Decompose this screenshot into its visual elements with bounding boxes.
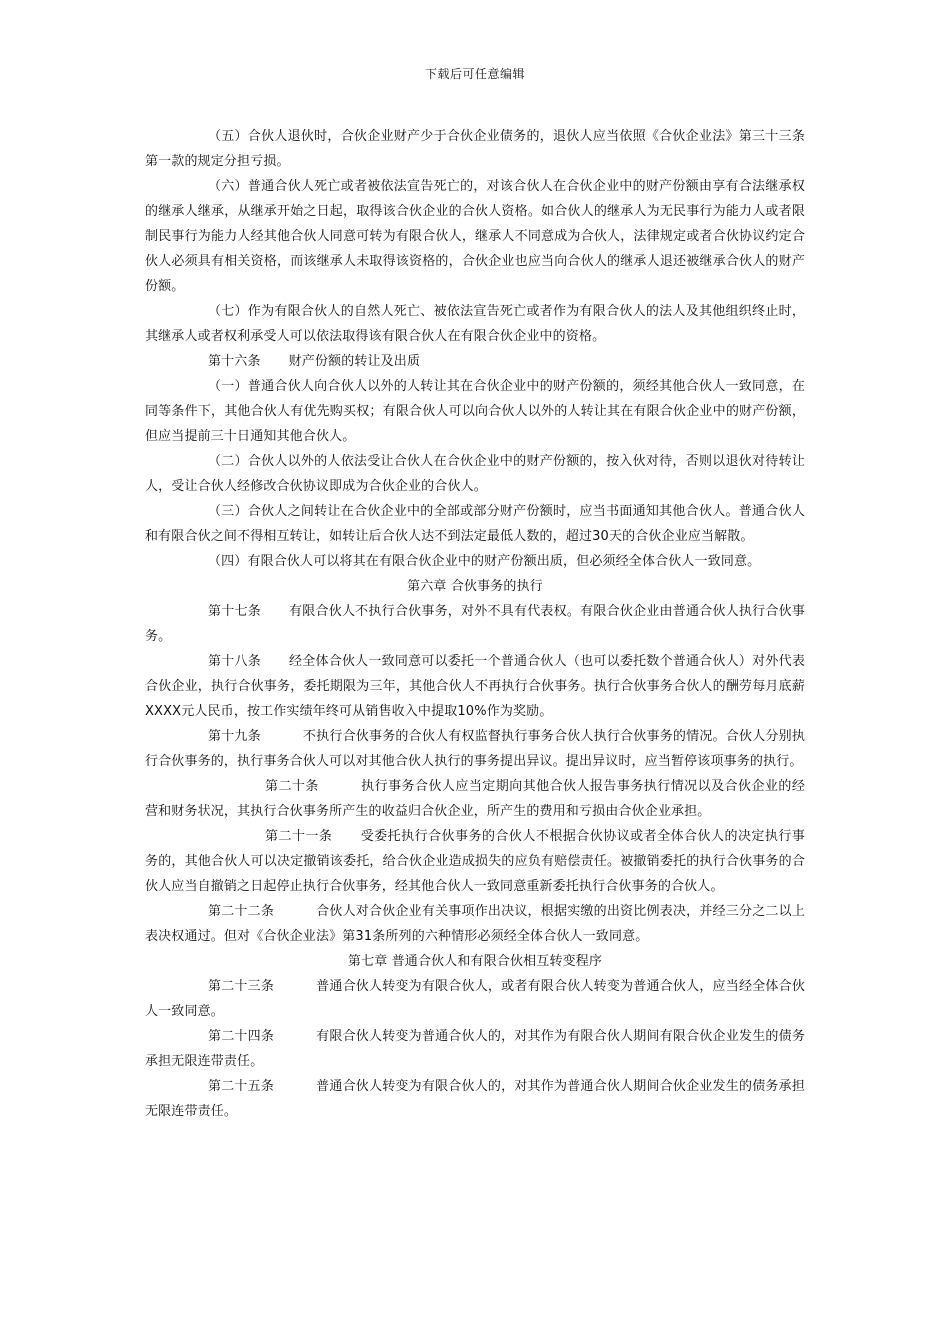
article-number: 第十七条 (208, 604, 261, 619)
article-text: 不执行合伙事务的合伙人有权监督执行事务合伙人执行合伙事务的情况。合伙人分别执行合伙事务的，执行事务合伙人可以对其他合伙人执行的事务提出异议。提出异议时，应当暂停该项事务的执行。 (145, 729, 805, 769)
article-number: 第十八条 (208, 654, 261, 669)
page-header: 下载后可任意编辑 (424, 67, 525, 81)
article-text: 有限合伙人转变为普通合伙人的，对其作为有限合伙人期间有限合伙企业发生的债务承担无限连带责任。 (145, 1029, 805, 1069)
article-text: 合伙人对合伙企业有关事项作出决议，根据实缴的出资比例表决，并经三分之二以上表决权通过。但对《合伙企业法》第31条所列的六种情形必须经全体合伙人一致同意。 (145, 904, 805, 944)
article-number: 第二十三条 (208, 979, 275, 994)
article-text: 受委托执行合伙事务的合伙人不根据合伙协议或者全体合伙人的决定执行事务的，其他合伙人可以决定撤销该委托，给合伙企业造成损失的应负有赔偿责任。被撤销委托的执行合伙事务的合伙人应当自撤销之日起停止执行合伙事务，经其他合伙人一致同意重新委托执行合伙事务的合伙人。 (145, 829, 805, 894)
article-number: 第二十五条 (208, 1079, 275, 1094)
article-title: 财产份额的转让及出质 (288, 354, 421, 369)
article-number: 第二十条 (265, 779, 319, 794)
article-16-item: （二）合伙人以外的人依法受让合伙人在合伙企业中的财产份额的，按入伙对待，否则以退伙对待转让人，受让合伙人经修改合伙协议即成为合伙企业的合伙人。 (145, 454, 805, 494)
article-text: 普通合伙人转变为有限合伙人，或者有限合伙人转变为普通合伙人，应当经全体合伙人一致同意。 (145, 979, 805, 1019)
article-number: 第二十四条 (208, 1029, 275, 1044)
article-text: 有限合伙人不执行合伙事务，对外不具有代表权。有限合伙企业由普通合伙人执行合伙事务。 (145, 604, 805, 644)
article-number: 第二十二条 (208, 904, 275, 919)
article-number: 第十六条 (208, 354, 261, 369)
article-16-heading (145, 349, 805, 374)
article-21 (145, 824, 805, 899)
article-18 (145, 649, 819, 724)
article-17 (145, 599, 805, 649)
article-number: 第十九条 (208, 729, 261, 744)
document-body (145, 124, 819, 1124)
article-number: 第二十一条 (265, 829, 333, 844)
paragraph-partner-death: （六）普通合伙人死亡或者被依法宣告死亡的，对该合伙人在合伙企业中的财产份额由享有合法继承权的继承人继承，从继承开始之日起，取得该合伙企业的合伙人资格。如合伙人的继承人为无民事行为能力人或者限制民事行为能力人经其他合伙人同意可转为有限合伙人，继承人不同意成为合伙人，法律规定或者合伙协议约定合伙人必须具有相关资格，而该继承人未取得该资格的，合伙企业也应当向合伙人的继承人退还被继承合伙人的财产份额。 (145, 179, 805, 294)
article-20 (145, 774, 805, 824)
article-text: 普通合伙人转变为有限合伙人的，对其作为普通合伙人期间合伙企业发生的债务承担无限连带责任。 (145, 1079, 805, 1119)
article-19 (145, 724, 805, 774)
paragraph-withdrawal-loss: （五）合伙人退伙时，合伙企业财产少于合伙企业债务的，退伙人应当依照《合伙企业法》第三十三条第一款的规定分担亏损。 (145, 129, 805, 169)
chapter-7-heading: 第七章 普通合伙人和有限合伙相互转变程序 (347, 954, 603, 969)
article-16-item: （四）有限合伙人可以将其在有限合伙企业中的财产份额出质，但必须经全体合伙人一致同意。 (208, 554, 761, 569)
chapter-6-heading: 第六章 合伙事务的执行 (407, 579, 543, 594)
article-24 (145, 1024, 805, 1074)
article-text: 执行事务合伙人应当定期向其他合伙人报告事务执行情况以及合伙企业的经营和财务状况，其执行合伙事务所产生的收益归合伙企业，所产生的费用和亏损由合伙企业承担。 (145, 779, 805, 819)
article-25 (145, 1074, 805, 1124)
article-23 (145, 974, 805, 1024)
paragraph-limited-partner-death: （七）作为有限合伙人的自然人死亡、被依法宣告死亡或者作为有限合伙人的法人及其他组织终止时，其继承人或者权利承受人可以依法取得该有限合伙人在有限合伙企业中的资格。 (145, 304, 805, 344)
article-text: 经全体合伙人一致同意可以委托一个普通合伙人（也可以委托数个普通合伙人）对外代表合伙企业，执行合伙事务，委托期限为三年，其他合伙人不再执行合伙事务。执行合伙事务合伙人的酬劳每月底薪 XXXX元人民币，按工作实绩年终可从销售收入中提取10%作为奖励。 (145, 654, 819, 719)
article-22 (145, 899, 805, 949)
article-16-item: （三）合伙人之间转让在合伙企业中的全部或部分财产份额时，应当书面通知其他合伙人。普通合伙人和有限合伙之间不得相互转让，如转让后合伙人达不到法定最低人数的，超过30天的合伙企业应当解散。 (145, 504, 805, 544)
article-16-item: （一）普通合伙人向合伙人以外的人转让其在合伙企业中的财产份额的，须经其他合伙人一致同意，在同等条件下，其他合伙人有优先购买权；有限合伙人可以向合伙人以外的人转让其在有限合伙企业中的财产份额，但应当提前三十日通知其他合伙人。 (145, 379, 805, 444)
